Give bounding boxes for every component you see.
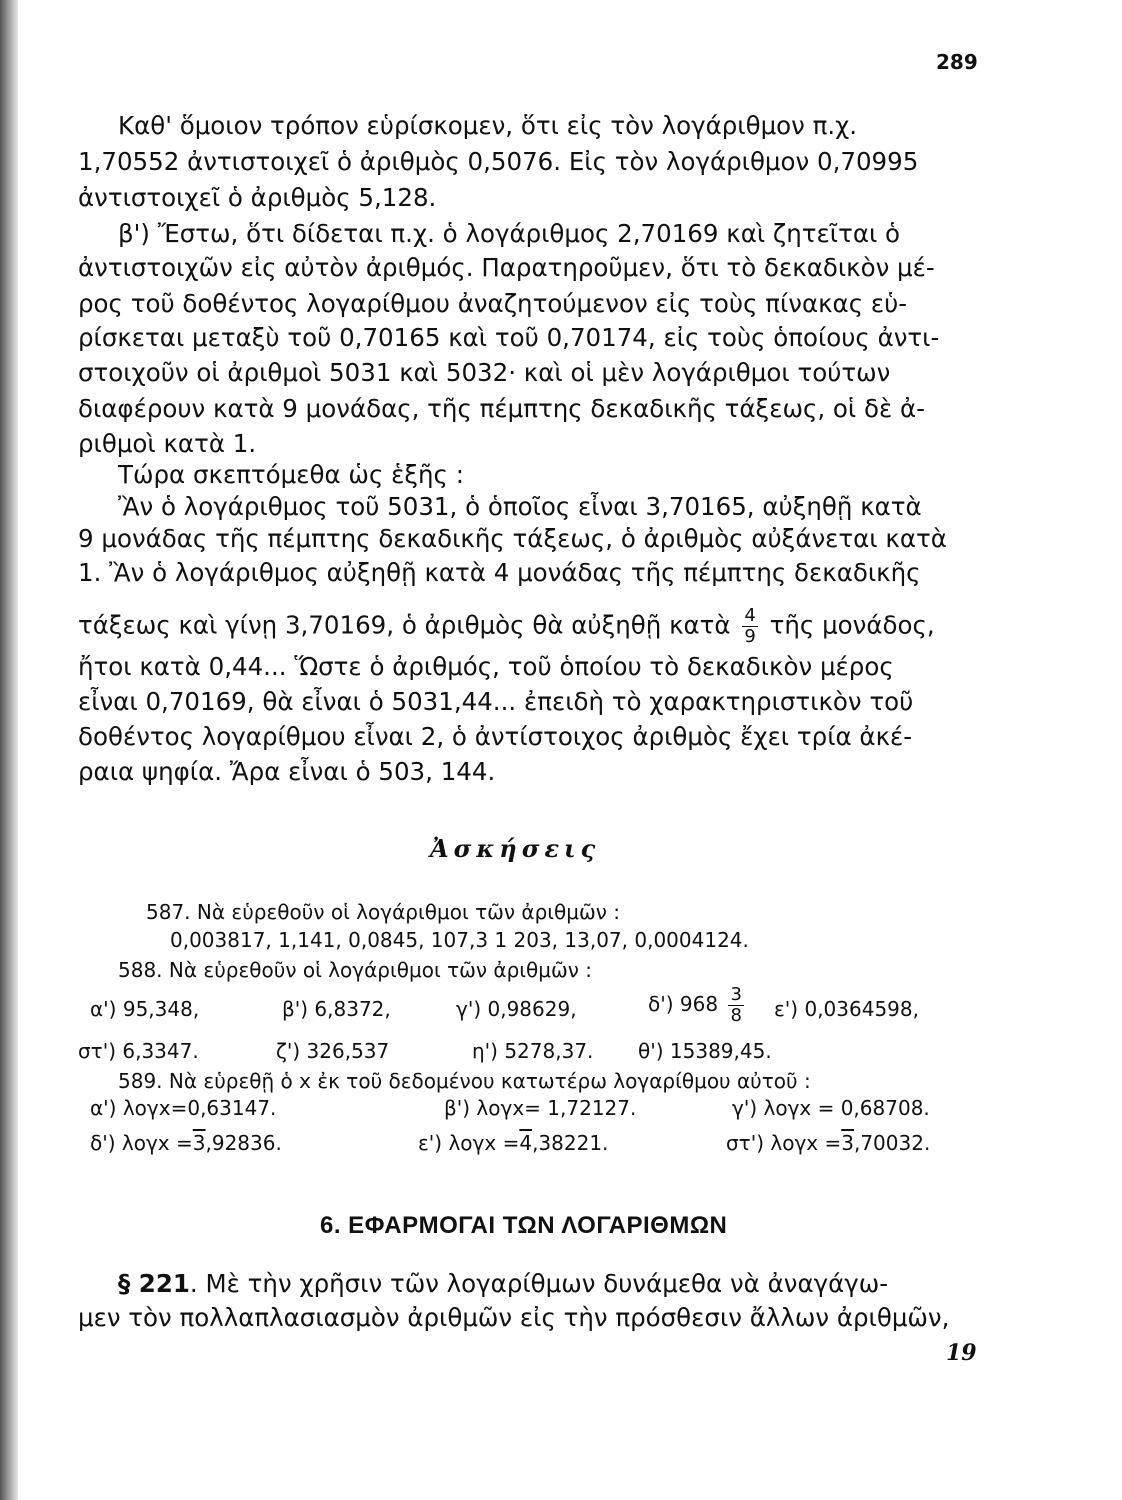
- bar-characteristic: 4: [519, 1131, 533, 1155]
- exercise-588-e: ε') 0,0364598,: [774, 997, 919, 1021]
- text-line: 1,70552 ἀντιστοιχεῖ ὁ ἀριθμὸς 0,5076. Εἰς τὸν λογάριθμον 0,70995: [78, 147, 919, 176]
- section-symbol: § 221: [118, 1269, 190, 1298]
- text-line: 9 μονάδας τῆς πέμπτης δεκαδικῆς τάξεως, ὁ ἀριθμὸς αὐξάνεται κατὰ: [78, 524, 947, 553]
- fraction-denominator: 9: [744, 626, 756, 647]
- fraction-denominator: 8: [730, 1005, 742, 1026]
- text-line: β') Ἔστω, ὅτι δίδεται π.χ. ὁ λογάριθμος 2,70169 καὶ ζητεῖται ὁ: [118, 219, 901, 248]
- exercise-589-st-mantissa: ,70032.: [853, 1131, 931, 1155]
- text-line: ραια ψηφία. Ἄρα εἶναι ὁ 503, 144.: [78, 757, 496, 786]
- exercise-588-d: [648, 985, 748, 1026]
- text-line: ρος τοῦ δοθέντος λογαρίθμου ἀναζητούμενον εἰς τοὺς πίνακας εὑ-: [78, 289, 908, 318]
- exercise-587-title: 587. Νὰ εὑρεθοῦν οἱ λογάριθμοι τῶν ἀριθμῶν :: [146, 900, 621, 924]
- text-line: ἤτοι κατὰ 0,44... Ὥστε ὁ ἀριθμός, τοῦ ὁποίου τὸ δεκαδικὸν μέρος: [78, 652, 894, 681]
- text-line: εἶναι 0,70169, θὰ εἶναι ὁ 5031,44... ἐπειδὴ τὸ χαρακτηριστικὸν τοῦ: [78, 687, 914, 716]
- exercise-588-title: 588. Νὰ εὑρεθοῦν οἱ λογάριθμοι τῶν ἀριθμῶν :: [118, 958, 593, 982]
- text-line: ριθμοὶ κατὰ 1.: [78, 429, 257, 458]
- fraction-text-line: [78, 606, 935, 647]
- exercise-588-th: θ') 15389,45.: [638, 1039, 772, 1063]
- exercise-589-g: γ') λογx = 0,68708.: [732, 1096, 930, 1120]
- text-line: 1. Ἂν ὁ λογάριθμος αὐξηθῇ κατὰ 4 μονάδας τῆς πέμπτης δεκαδικῆς: [78, 558, 921, 587]
- fraction-numerator: 4: [744, 605, 756, 626]
- text-line: Καθ' ὅμοιον τρόπον εὑρίσκομεν, ὅτι εἰς τὸν λογάριθμον π.χ.: [118, 111, 858, 140]
- text-line: δοθέντος λογαρίθμου εἶναι 2, ὁ ἀντίστοιχος ἀριθμὸς ἔχει τρία ἀκέ-: [78, 722, 913, 751]
- exercise-589-st: [726, 1129, 930, 1157]
- bar-characteristic: 3: [841, 1131, 854, 1155]
- exercise-588-st: στ') 6,3347.: [78, 1039, 199, 1063]
- text-line: Τώρα σκεπτόμεθα ὡς ἑξῆς :: [118, 460, 464, 489]
- exercise-588-h: η') 5278,37.: [472, 1039, 594, 1063]
- exercise-589-st-label: στ') λογx =: [726, 1131, 842, 1155]
- text-line: στοιχοῦν οἱ ἀριθμοὶ 5031 καὶ 5032· καὶ οἱ μὲν λογάριθμοι τούτων: [78, 358, 891, 387]
- paragraph-221-line: [118, 1267, 888, 1301]
- exercise-589-title: 589. Νὰ εὑρεθῇ ὁ x ἐκ τοῦ δεδομένου κατωτέρω λογαρίθμου αὐτοῦ :: [118, 1069, 811, 1093]
- exercises-heading: Ἀσκήσεις: [430, 834, 601, 863]
- exercise-589-d: [90, 1129, 282, 1157]
- exercise-589-e: [418, 1129, 608, 1157]
- fraction-line-after: τῆς μονάδος,: [769, 610, 935, 640]
- page-gutter-shadow: [0, 0, 18, 1500]
- exercise-588-b: β') 6,8372,: [282, 997, 391, 1021]
- fraction: [728, 985, 743, 1026]
- exercise-589-d-label: δ') λογx =: [90, 1131, 193, 1155]
- exercise-589-e-mantissa: ,38221.: [532, 1131, 609, 1155]
- text-line: ἀντιστοιχῶν εἰς αὐτὸν ἀριθμός. Παρατηροῦμεν, ὅτι τὸ δεκαδικὸν μέ-: [78, 253, 935, 282]
- exercise-588-d-label: δ') 968: [648, 992, 719, 1016]
- exercise-589-a: α') λογx=0,63147.: [90, 1096, 277, 1120]
- page-number: 289: [936, 50, 978, 74]
- fraction: [742, 606, 757, 647]
- exercise-589-e-label: ε') λογx =: [418, 1131, 520, 1155]
- section-heading: 6. ΕΦΑΡΜΟΓΑΙ ΤΩΝ ΛΟΓΑΡΙΘΜΩΝ: [320, 1212, 728, 1239]
- exercise-588-a: α') 95,348,: [90, 997, 200, 1021]
- bar-characteristic: 3: [192, 1131, 206, 1155]
- exercise-589-b: β') λογx= 1,72127.: [444, 1096, 637, 1120]
- text-line: ρίσκεται μεταξὺ τοῦ 0,70165 καὶ τοῦ 0,70174, εἰς τοὺς ὁποίους ἀντι-: [78, 323, 940, 352]
- exercise-588-g: γ') 0,98629,: [456, 997, 577, 1021]
- text-line: Ἂν ὁ λογάριθμος τοῦ 5031, ὁ ὁποῖος εἶναι 3,70165, αὐξηθῇ κατὰ: [118, 492, 922, 521]
- paragraph-221-text: . Μὲ τὴν χρῆσιν τῶν λογαρίθμων δυνάμεθα νὰ ἀναγάγω-: [189, 1269, 889, 1298]
- signature-mark: 19: [946, 1340, 977, 1366]
- exercise-587-values: 0,003817, 1,141, 0,0845, 107,3 1 203, 13,07, 0,0004124.: [170, 928, 749, 952]
- text-line: μεν τὸν πολλαπλασιασμὸν ἀριθμῶν εἰς τὴν πρόσθεσιν ἄλλων ἀριθμῶν,: [78, 1303, 950, 1332]
- exercise-589-d-mantissa: ,92836.: [205, 1131, 282, 1155]
- text-line: ἀντιστοιχεῖ ὁ ἀριθμὸς 5,128.: [78, 183, 437, 212]
- fraction-line-before: τάξεως καὶ γίνῃ 3,70169, ὁ ἀριθμὸς θὰ αὐξηθῇ κατὰ: [78, 610, 731, 640]
- text-line: διαφέρουν κατὰ 9 μονάδας, τῆς πέμπτης δεκαδικῆς τάξεως, οἱ δὲ ἀ-: [78, 394, 925, 423]
- exercise-588-z: ζ') 326,537: [276, 1039, 390, 1063]
- fraction-numerator: 3: [730, 984, 742, 1005]
